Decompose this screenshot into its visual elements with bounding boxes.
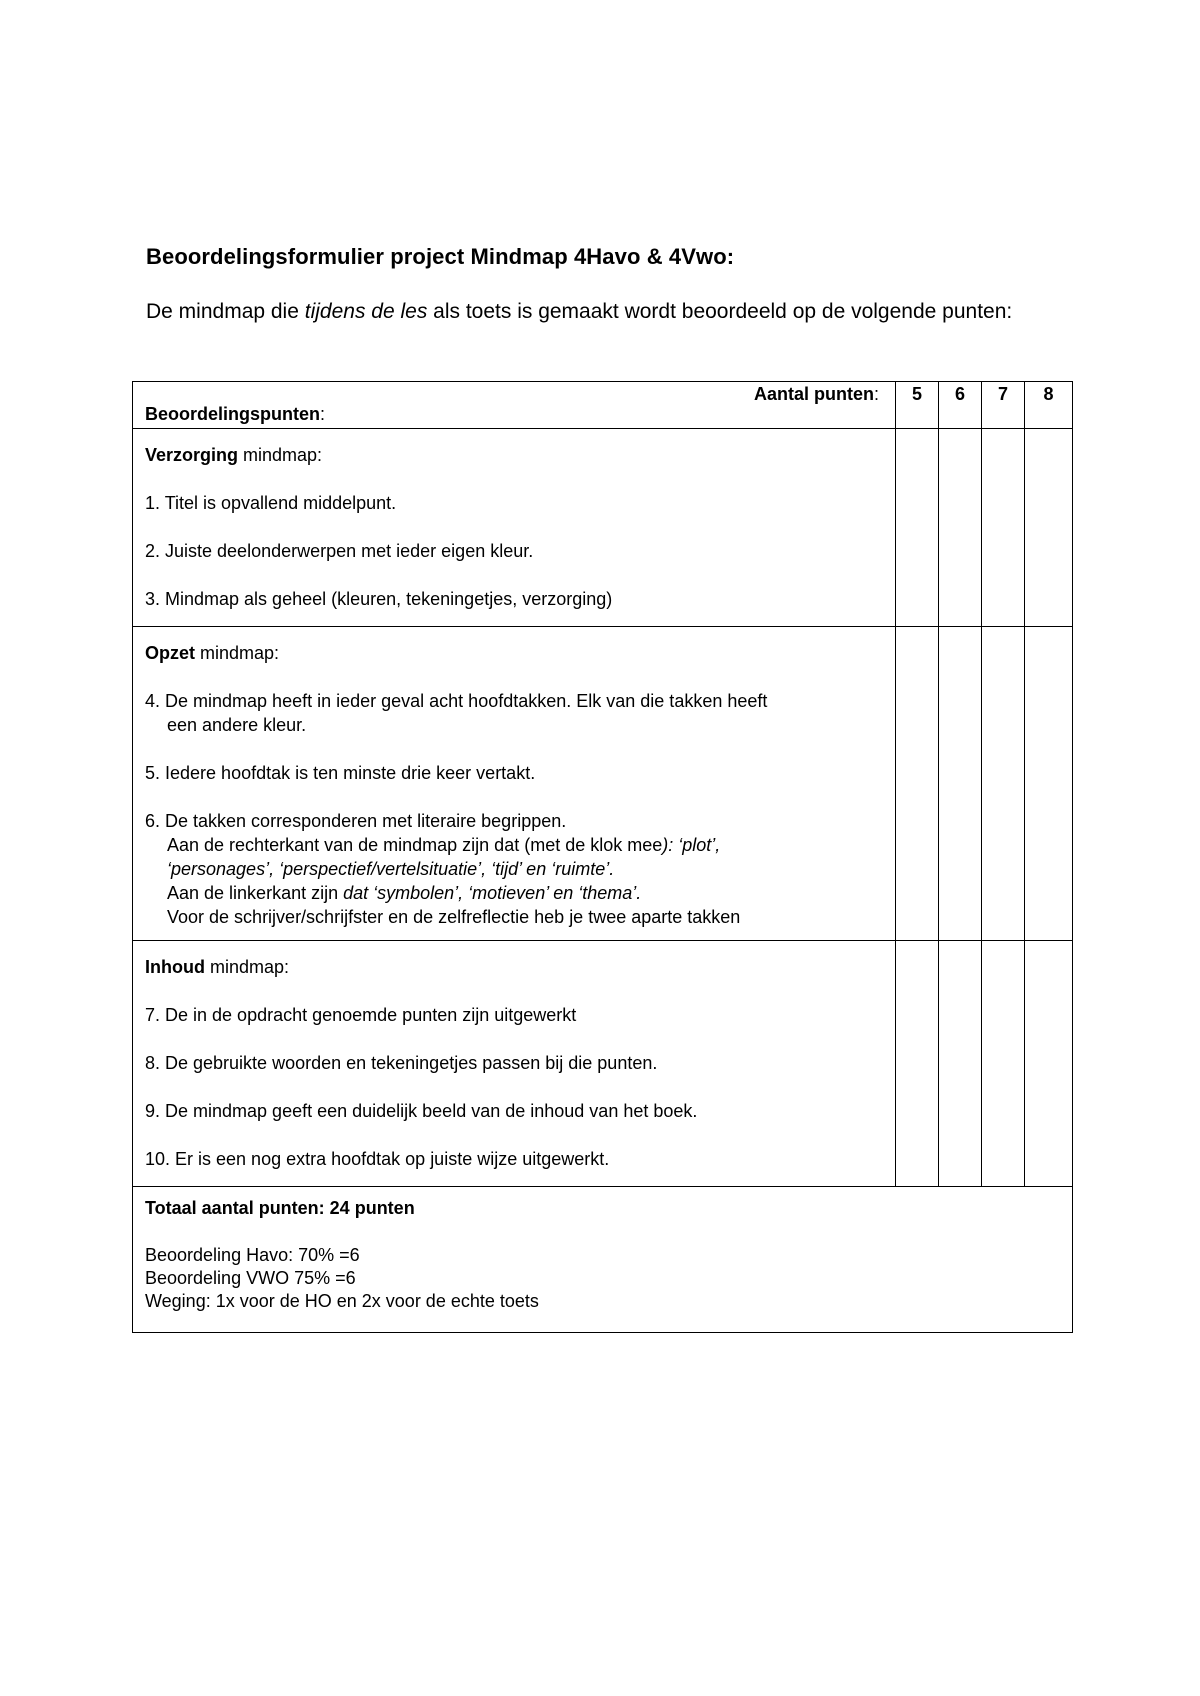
item-5: 5. Iedere hoofdtak is ten minste drie keer vertakt. (145, 763, 536, 783)
item-6-line-5: Voor de schrijver/schrijfster en de zelfreflectie heb je twee aparte takken (167, 907, 741, 927)
item-4-line-1: 4. De mindmap heeft in ieder geval acht hoofdtakken. Elk van die takken heeft (145, 691, 768, 711)
inhoud-heading: Inhoud mindmap: (145, 957, 290, 977)
item-3: 3. Mindmap als geheel (kleuren, tekeningetjes, verzorging) (145, 589, 613, 609)
score-6: 6 (939, 382, 982, 429)
opzet-score-6 (939, 627, 982, 941)
item-9: 9. De mindmap geeft een duidelijk beeld van de inhoud van het boek. (145, 1101, 698, 1121)
item-6-line-3: ‘personages’, ‘perspectief/vertelsituatie’, ‘tijd’ en ‘ruimte’. (167, 859, 615, 879)
opzet-score-5 (896, 627, 939, 941)
score-8: 8 (1025, 382, 1073, 429)
opzet-section (133, 627, 896, 941)
inhoud-score-5 (896, 941, 939, 1187)
totaal-heading: Totaal aantal punten: 24 punten (145, 1198, 415, 1218)
item-1: 1. Titel is opvallend middelpunt. (145, 493, 397, 513)
inhoud-score-8 (1025, 941, 1073, 1187)
inhoud-row (133, 941, 1073, 1187)
item-4-line-2: een andere kleur. (167, 715, 307, 735)
item-6-line-2: Aan de rechterkant van de mindmap zijn dat (met de klok mee): ‘plot’, (167, 835, 721, 855)
beoordeling-vwo: Beoordeling VWO 75% =6 (145, 1268, 356, 1288)
header-cell (133, 382, 896, 429)
intro-italic: tijdens de les (304, 300, 428, 323)
opzet-score-7 (982, 627, 1025, 941)
assessment-table (132, 381, 1073, 1333)
score-7: 7 (982, 382, 1025, 429)
inhoud-score-6 (939, 941, 982, 1187)
opzet-row (133, 627, 1073, 941)
aantal-punten-label: Aantal punten: (753, 384, 879, 404)
inhoud-section (133, 941, 896, 1187)
inhoud-score-7 (982, 941, 1025, 1187)
item-10: 10. Er is een nog extra hoofdtak op juiste wijze uitgewerkt. (145, 1149, 610, 1169)
beoordeling-havo: Beoordeling Havo: 70% =6 (145, 1245, 360, 1265)
verzorging-section (133, 429, 896, 627)
verzorging-heading: Verzorging mindmap: (145, 445, 323, 465)
opzet-score-8 (1025, 627, 1073, 941)
item-7: 7. De in de opdracht genoemde punten zijn uitgewerkt (145, 1005, 577, 1025)
opzet-heading: Opzet mindmap: (145, 643, 280, 663)
item-2: 2. Juiste deelonderwerpen met ieder eigen kleur. (145, 541, 534, 561)
intro-part1: De mindmap die (146, 300, 305, 323)
verzorging-score-8 (1025, 429, 1073, 627)
totaal-section (133, 1187, 1073, 1333)
header-row (133, 382, 1073, 429)
beoordelingspunten-label: Beoordelingspunten: (145, 404, 326, 424)
score-5: 5 (896, 382, 939, 429)
intro-part2: als toets is gemaakt wordt beoordeeld op de volgende punten: (427, 300, 1013, 323)
verzorging-score-7 (982, 429, 1025, 627)
verzorging-score-5 (896, 429, 939, 627)
totaal-row (133, 1187, 1073, 1333)
item-8: 8. De gebruikte woorden en tekeningetjes passen bij die punten. (145, 1053, 658, 1073)
intro-text (146, 296, 1086, 328)
verzorging-row (133, 429, 1073, 627)
weging: Weging: 1x voor de HO en 2x voor de echte toets (145, 1291, 539, 1311)
item-6-line-1: 6. De takken corresponderen met literaire begrippen. (145, 811, 567, 831)
verzorging-score-6 (939, 429, 982, 627)
item-6-line-4: Aan de linkerkant zijn dat ‘symbolen’, ‘motieven’ en ‘thema’. (167, 883, 642, 903)
document-title: Beoordelingsformulier project Mindmap 4Havo & 4Vwo: (146, 244, 735, 269)
